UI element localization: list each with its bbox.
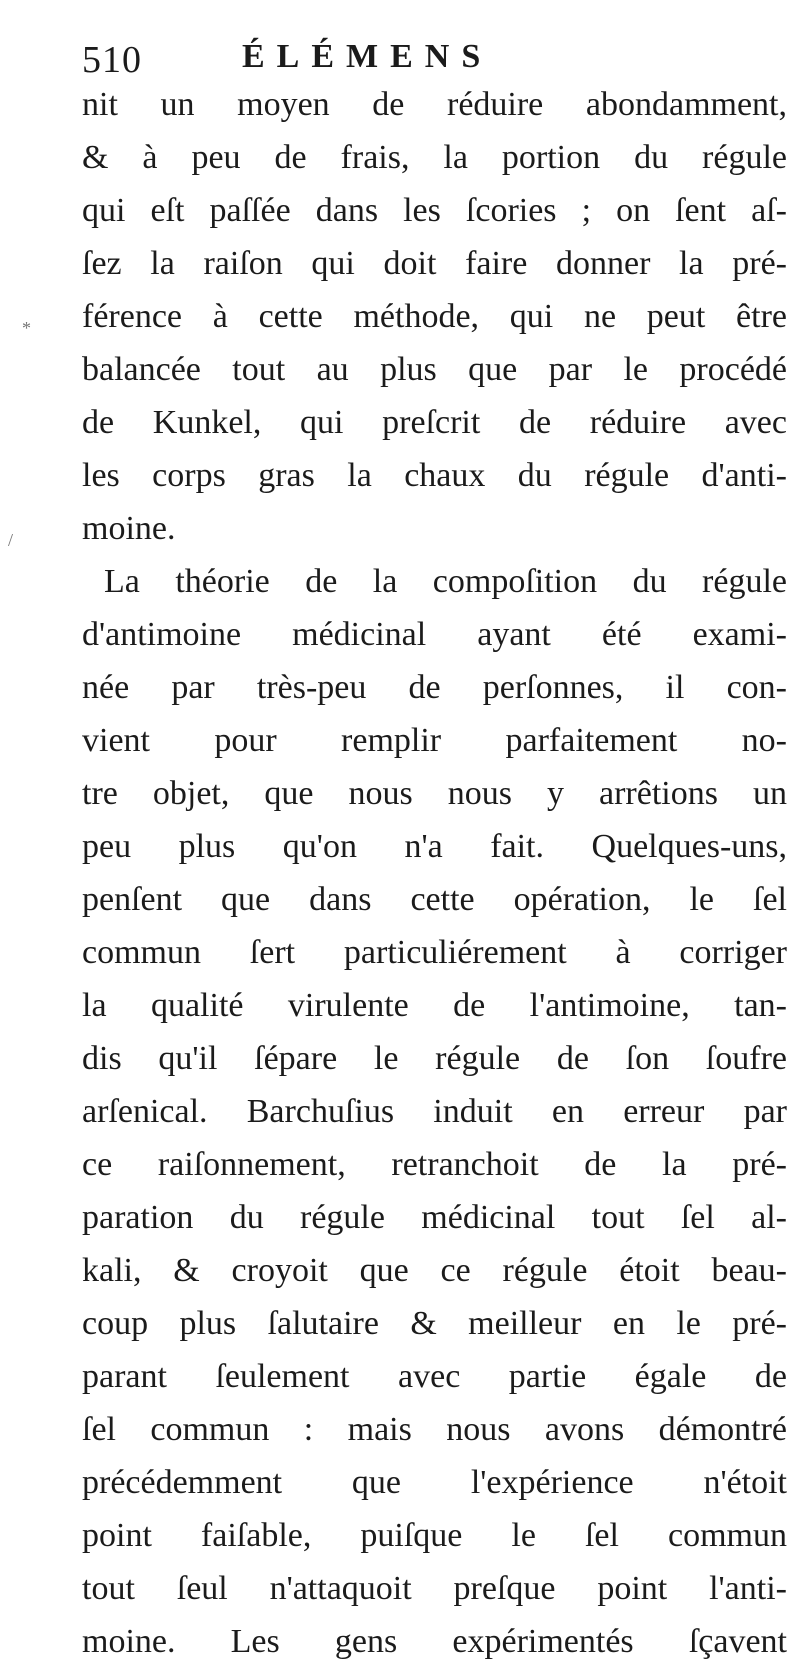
text-line: balancée tout au plus que par le procédé bbox=[82, 351, 787, 388]
text-line: ſez la raiſon qui doit faire donner la pré- bbox=[82, 245, 787, 282]
text-line: nit un moyen de réduire abondamment, bbox=[82, 86, 787, 123]
text-line: la qualité virulente de l'antimoine, tan- bbox=[82, 987, 787, 1024]
text-line: précédemment que l'expérience n'étoit bbox=[82, 1464, 787, 1501]
text-line: qui eſt paſſée dans les ſcories ; on ſent aſ- bbox=[82, 192, 787, 229]
running-title: ÉLÉMENS bbox=[242, 38, 493, 75]
text-line: penſent que dans cette opération, le ſel bbox=[82, 881, 787, 918]
text-line: dis qu'il ſépare le régule de ſon ſoufre bbox=[82, 1040, 787, 1077]
text-line: tre objet, que nous nous y arrêtions un bbox=[82, 775, 787, 812]
text-line: de Kunkel, qui preſcrit de réduire avec bbox=[82, 404, 787, 441]
text-line: née par très-peu de perſonnes, il con- bbox=[82, 669, 787, 706]
text-line: tout ſeul n'attaquoit preſque point l'anti- bbox=[82, 1570, 787, 1607]
text-line: férence à cette méthode, qui ne peut être bbox=[82, 298, 787, 335]
text-line: vient pour remplir parfaitement no- bbox=[82, 722, 787, 759]
text-line: ſel commun : mais nous avons démontré bbox=[82, 1411, 787, 1448]
text-line: point faiſable, puiſque le ſel commun bbox=[82, 1517, 787, 1554]
text-line: peu plus qu'on n'a fait. Quelques-uns, bbox=[82, 828, 787, 865]
body-text bbox=[82, 78, 787, 1668]
text-line: moine. bbox=[82, 510, 176, 547]
margin-mark: / bbox=[8, 530, 14, 550]
margin-mark: * bbox=[22, 318, 31, 338]
text-line: coup plus ſalutaire & meilleur en le pré- bbox=[82, 1305, 787, 1342]
text-line: commun ſert particuliérement à corriger bbox=[82, 934, 787, 971]
text-line: paration du régule médicinal tout ſel al- bbox=[82, 1199, 787, 1236]
page-number: 510 bbox=[82, 39, 142, 81]
text-line: ce raiſonnement, retranchoit de la pré- bbox=[82, 1146, 787, 1183]
text-line: moine. Les gens expérimentés ſçavent bbox=[82, 1623, 787, 1660]
text-line: parant ſeulement avec partie égale de bbox=[82, 1358, 787, 1395]
text-line: les corps gras la chaux du régule d'anti- bbox=[82, 457, 787, 494]
text-line: d'antimoine médicinal ayant été exami- bbox=[82, 616, 787, 653]
text-line: kali, & croyoit que ce régule étoit beau- bbox=[82, 1252, 787, 1289]
text-line: & à peu de frais, la portion du régule bbox=[82, 139, 787, 176]
text-line: arſenical. Barchuſius induit en erreur par bbox=[82, 1093, 787, 1130]
text-line: La théorie de la compoſition du régule bbox=[104, 563, 787, 600]
